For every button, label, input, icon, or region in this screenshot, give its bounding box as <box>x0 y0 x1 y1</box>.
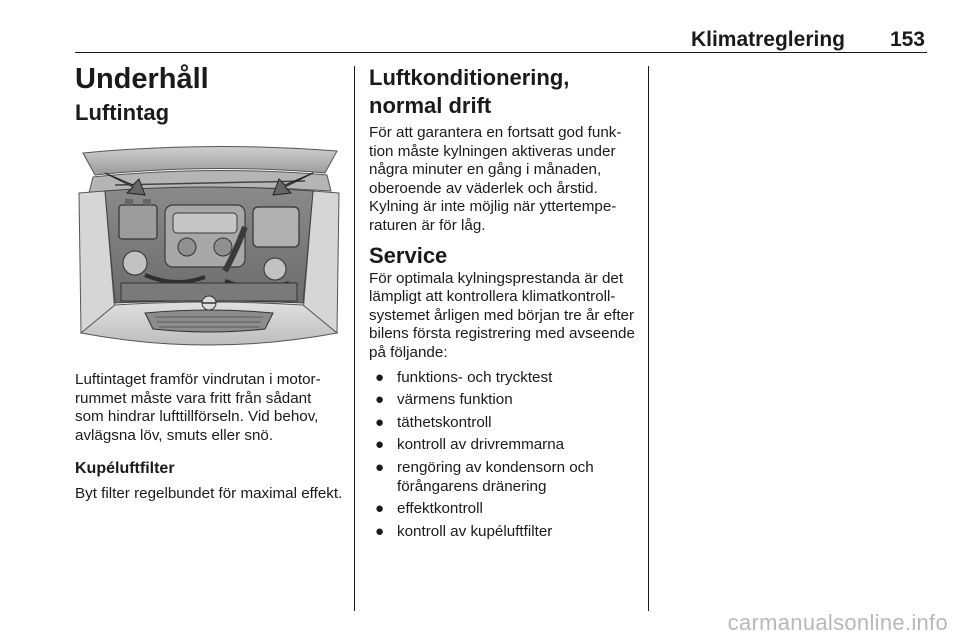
service-checklist <box>369 369 637 542</box>
section-title-luftkonditionering: Luftkonditionering, normal drift <box>369 65 570 118</box>
bullet-icon: ● <box>375 522 385 540</box>
bullet-icon: ● <box>375 436 385 454</box>
page-number: 153 <box>889 28 925 51</box>
filter-paragraph: Byt filter regelbundet för maximal effekt. <box>75 485 343 503</box>
list-item: ● rengöring av kondensorn och förångarens dränering <box>375 458 594 495</box>
bullet-icon: ● <box>375 500 385 518</box>
section-title-luftintag: Luftintag <box>75 100 170 125</box>
bullet-icon: ● <box>375 368 385 386</box>
engine-bay-illustration-icon <box>75 143 343 353</box>
header-title: Klimatreglering <box>690 28 845 51</box>
list-item: ● värmens funktion <box>375 391 513 409</box>
column-divider-right <box>648 66 649 611</box>
section-title-service: Service <box>369 242 448 268</box>
intake-paragraph: Luftintaget framför vindrutan i motorrummet måste vara fritt från sådant som hindrar lufttillförseln. Vid behov, avlägsna löv, smuts eller snö. <box>75 371 321 444</box>
list-item: ● kontroll av drivremmarna <box>375 436 565 454</box>
list-item: ● funktions- och trycktest <box>375 368 553 386</box>
bullet-icon: ● <box>375 413 385 431</box>
column-divider-left <box>354 66 355 611</box>
subsection-title-kupeluftfilter: Kupéluftfilter <box>75 460 175 478</box>
left-column <box>75 58 343 504</box>
engine-bay-figure <box>75 143 343 353</box>
ac-paragraph: För att garantera en fortsatt god funktion måste kylningen aktiveras under några minuter en gång i månaden, oberoende av väderlek och årstid. Kylning är inte möjlig när yttertemperaturen är för låg. <box>369 124 622 234</box>
watermark: carmanualsonline.info <box>727 610 948 635</box>
page-header <box>75 26 927 53</box>
service-paragraph: För optimala kylningsprestanda är det lämpligt att kontrollera klimatkontrollsystemet årligen med början tre år efter bilens första registrering med avseende på följande: <box>369 269 635 361</box>
list-item: ● effektkontroll <box>375 500 483 518</box>
list-item: ● täthetskontroll <box>375 413 492 431</box>
bullet-icon: ● <box>375 391 385 409</box>
middle-column <box>369 58 637 545</box>
list-item: ● kontroll av kupéluftfilter <box>375 522 553 540</box>
bullet-icon: ● <box>375 458 385 476</box>
chapter-title: Underhåll <box>75 63 209 95</box>
